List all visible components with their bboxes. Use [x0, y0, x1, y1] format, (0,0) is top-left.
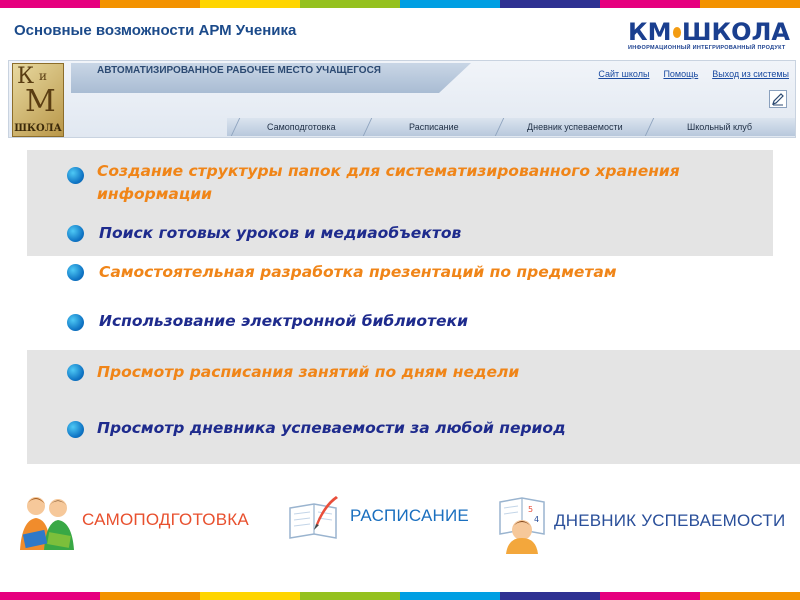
- bullet-icon: [67, 167, 84, 184]
- app-logo-word: ШКОЛА: [14, 123, 62, 134]
- tab-school-club-label: Школьный клуб: [686, 122, 753, 132]
- tab-diary-label: Дневник успеваемости: [526, 122, 623, 132]
- bullet-icon: [67, 264, 84, 281]
- app-logo[interactable]: [12, 63, 64, 137]
- km-school-logo: [628, 20, 790, 54]
- bullet-icon: [67, 364, 84, 381]
- app-logo-letter-m: М: [25, 84, 56, 119]
- app-logo-letter-i: и: [39, 69, 47, 83]
- svg-text:5: 5: [528, 505, 534, 514]
- svg-text:4: 4: [534, 515, 540, 524]
- brand-tagline: ИНФОРМАЦИОННЫЙ ИНТЕГРИРОВАННЫЙ ПРОДУКТ: [628, 45, 786, 51]
- app-logo-letter-k: К: [17, 64, 35, 89]
- tab-diary[interactable]: [495, 118, 653, 136]
- tab-schedule[interactable]: [363, 118, 503, 136]
- tab-self-study-label: Самоподготовка: [267, 122, 336, 132]
- bullet-icon: [67, 421, 84, 438]
- brand-name-left: КМ: [628, 18, 672, 46]
- bullet-icon: [67, 314, 84, 331]
- page-title: Основные возможности АРМ Ученика: [14, 22, 297, 39]
- link-help[interactable]: Помощь: [663, 69, 699, 79]
- students-icon: [14, 492, 78, 552]
- edit-pencil-icon[interactable]: [769, 90, 787, 108]
- tab-self-study[interactable]: [231, 118, 371, 136]
- tab-school-club[interactable]: [645, 118, 793, 136]
- feature-folders: Создание структуры папок для систематизированного хранения информации: [97, 162, 680, 203]
- notebook-quill-icon: [286, 494, 342, 544]
- link-school-site[interactable]: Сайт школы: [598, 69, 650, 79]
- bottom-diary: [496, 494, 785, 554]
- student-diary-icon: [496, 494, 550, 554]
- bullet-icon: [67, 225, 84, 242]
- feature-library: Использование электронной библиотеки: [99, 312, 468, 330]
- app-nav-tabs: [227, 118, 795, 136]
- feature-diary: Просмотр дневника успеваемости за любой период: [97, 419, 566, 437]
- feature-presentations: Самостоятельная разработка презентаций по предметам: [99, 263, 617, 281]
- link-logout[interactable]: Выход из системы: [712, 69, 789, 79]
- self-study-label: САМОПОДГОТОВКА: [82, 510, 249, 529]
- top-links: [598, 69, 789, 79]
- bottom-color-stripe: [0, 592, 800, 600]
- schedule-label: РАСПИСАНИЕ: [350, 506, 469, 525]
- diary-label: ДНЕВНИК УСПЕВАЕМОСТИ: [554, 511, 786, 530]
- brand-name-right: ШКОЛА: [681, 18, 790, 46]
- bottom-schedule: [286, 494, 469, 544]
- feature-search-lessons: Поиск готовых уроков и медиаобъектов: [99, 224, 462, 242]
- feature-schedule: Просмотр расписания занятий по дням недели: [97, 363, 520, 381]
- top-color-stripe: [0, 0, 800, 8]
- app-title: АВТОМАТИЗИРОВАННОЕ РАБОЧЕЕ МЕСТО УЧАЩЕГОСЯ: [97, 65, 381, 76]
- bottom-self-study: [14, 492, 249, 552]
- app-header-screenshot: [8, 60, 796, 138]
- tab-schedule-label: Расписание: [408, 122, 459, 132]
- brand-dot-icon: [673, 27, 681, 38]
